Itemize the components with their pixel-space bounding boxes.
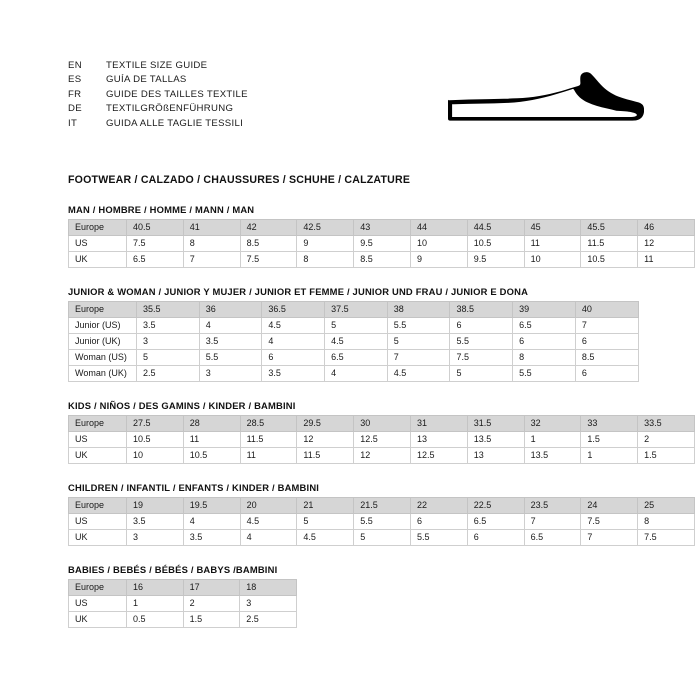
cell: 4.5 [297, 530, 354, 546]
cell: 4 [199, 318, 262, 334]
row-label: UK [69, 448, 127, 464]
cell: 4 [325, 366, 388, 382]
language-title: GUÍA DE TALLAS [106, 74, 187, 86]
cell: 18 [240, 580, 297, 596]
row-label: US [69, 514, 127, 530]
cell: 45 [524, 220, 581, 236]
table-row [69, 350, 639, 366]
page-header [68, 60, 638, 160]
cell: 7.5 [638, 530, 695, 546]
cell: 1.5 [183, 612, 240, 628]
cell: 36.5 [262, 302, 325, 318]
cell: 0.5 [127, 612, 184, 628]
cell: 1 [581, 448, 638, 464]
cell: 4.5 [325, 334, 388, 350]
cell: 4.5 [387, 366, 450, 382]
language-code: EN [68, 60, 82, 71]
cell: 23.5 [524, 498, 581, 514]
cell: 10 [524, 252, 581, 268]
cell: 7.5 [581, 514, 638, 530]
cell: 1.5 [581, 432, 638, 448]
cell: 7.5 [450, 350, 513, 366]
cell: 11 [183, 432, 240, 448]
cell: 43 [354, 220, 411, 236]
cell: 11.5 [297, 448, 354, 464]
row-label: Europe [69, 302, 137, 318]
group-junior-woman [68, 286, 638, 382]
page-title: FOOTWEAR / CALZADO / CHAUSSURES / SCHUHE / CALZATURE [68, 174, 411, 186]
cell: 2.5 [240, 612, 297, 628]
cell: 22.5 [467, 498, 524, 514]
table-row [69, 252, 695, 268]
cell: 33.5 [638, 416, 695, 432]
cell: 5.5 [450, 334, 513, 350]
cell: 5.5 [354, 514, 411, 530]
language-title: TEXTILGRÖßENFÜHRUNG [106, 103, 234, 115]
cell: 2.5 [137, 366, 200, 382]
cell: 12 [297, 432, 354, 448]
table-row [69, 498, 695, 514]
language-code: FR [68, 88, 82, 100]
cell: 11 [524, 236, 581, 252]
cell: 38.5 [450, 302, 513, 318]
cell: 13 [467, 448, 524, 464]
row-label: Junior (US) [69, 318, 137, 334]
cell: 27.5 [127, 416, 184, 432]
cell: 7 [387, 350, 450, 366]
group-babies [68, 564, 638, 628]
cell: 9 [410, 252, 467, 268]
cell: 11.5 [240, 432, 297, 448]
table-row [69, 432, 695, 448]
cell: 2 [638, 432, 695, 448]
cell: 24 [581, 498, 638, 514]
cell: 17 [183, 580, 240, 596]
cell: 42 [240, 220, 297, 236]
dress-shoe-icon [448, 72, 644, 134]
cell: 3 [127, 530, 184, 546]
size-table-junior-woman [68, 301, 639, 382]
language-row [68, 60, 248, 74]
cell: 4.5 [240, 514, 297, 530]
cell: 3 [240, 596, 297, 612]
table-row [69, 236, 695, 252]
row-label: US [69, 432, 127, 448]
cell: 3.5 [262, 366, 325, 382]
cell: 5 [137, 350, 200, 366]
row-label: US [69, 596, 127, 612]
cell: 40 [575, 302, 638, 318]
cell: 12 [638, 236, 695, 252]
cell: 12.5 [354, 432, 411, 448]
cell: 11 [638, 252, 695, 268]
cell: 10 [410, 236, 467, 252]
cell: 6 [575, 366, 638, 382]
cell: 6.5 [325, 350, 388, 366]
cell: 3.5 [127, 514, 184, 530]
cell: 13.5 [467, 432, 524, 448]
cell: 19.5 [183, 498, 240, 514]
cell: 6.5 [467, 514, 524, 530]
cell: 8 [638, 514, 695, 530]
group-title: MAN / HOMBRE / HOMME / MANN / MAN [68, 204, 255, 215]
table-row [69, 530, 695, 546]
cell: 6.5 [524, 530, 581, 546]
cell: 6 [450, 318, 513, 334]
cell: 10 [127, 448, 184, 464]
cell: 20 [240, 498, 297, 514]
cell: 2 [183, 596, 240, 612]
row-label: Woman (US) [69, 350, 137, 366]
table-row [69, 448, 695, 464]
cell: 1 [127, 596, 184, 612]
table-row [69, 416, 695, 432]
cell: 41 [183, 220, 240, 236]
table-row [69, 220, 695, 236]
cell: 1.5 [638, 448, 695, 464]
cell: 4 [262, 334, 325, 350]
cell: 5.5 [199, 350, 262, 366]
cell: 45.5 [581, 220, 638, 236]
language-code: DE [68, 103, 82, 115]
cell: 29.5 [297, 416, 354, 432]
table-row [69, 302, 639, 318]
cell: 44 [410, 220, 467, 236]
cell: 3.5 [183, 530, 240, 546]
size-table-man [68, 219, 695, 268]
cell: 31 [410, 416, 467, 432]
language-title: GUIDE DES TAILLES TEXTILE [106, 88, 248, 100]
language-code: IT [68, 117, 78, 129]
cell: 10.5 [581, 252, 638, 268]
cell: 3 [137, 334, 200, 350]
table-row [69, 596, 297, 612]
language-title-list [68, 60, 248, 132]
group-title: BABIES / BEBÉS / BÉBÉS / BABYS /BAMBINI [68, 564, 278, 575]
cell: 8.5 [354, 252, 411, 268]
cell: 7 [183, 252, 240, 268]
cell: 21.5 [354, 498, 411, 514]
cell: 10.5 [467, 236, 524, 252]
group-children [68, 482, 657, 546]
cell: 6 [467, 530, 524, 546]
table-row [69, 580, 297, 596]
language-code: ES [68, 74, 82, 86]
row-label: Europe [69, 580, 127, 596]
cell: 40.5 [127, 220, 184, 236]
cell: 3 [199, 366, 262, 382]
cell: 4 [183, 514, 240, 530]
group-title: CHILDREN / INFANTIL / ENFANTS / KINDER / BAMBINI [68, 482, 320, 493]
cell: 6.5 [513, 318, 576, 334]
cell: 1 [524, 432, 581, 448]
table-row [69, 612, 297, 628]
cell: 30 [354, 416, 411, 432]
cell: 8.5 [575, 350, 638, 366]
cell: 21 [297, 498, 354, 514]
table-row [69, 366, 639, 382]
cell: 7.5 [127, 236, 184, 252]
language-row [68, 74, 248, 88]
cell: 31.5 [467, 416, 524, 432]
cell: 4.5 [262, 318, 325, 334]
cell: 37.5 [325, 302, 388, 318]
cell: 16 [127, 580, 184, 596]
row-label: US [69, 236, 127, 252]
cell: 42.5 [297, 220, 354, 236]
language-row [68, 103, 248, 117]
cell: 5 [297, 514, 354, 530]
group-title: JUNIOR & WOMAN / JUNIOR Y MUJER / JUNIOR ET FEMME / JUNIOR UND FRAU / JUNIOR E DONA [68, 286, 529, 297]
cell: 7 [524, 514, 581, 530]
cell: 46 [638, 220, 695, 236]
size-table-babies [68, 579, 297, 628]
cell: 6 [575, 334, 638, 350]
cell: 33 [581, 416, 638, 432]
cell: 10.5 [127, 432, 184, 448]
cell: 25 [638, 498, 695, 514]
size-table-kids [68, 415, 695, 464]
cell: 38 [387, 302, 450, 318]
row-label: UK [69, 252, 127, 268]
cell: 8.5 [240, 236, 297, 252]
cell: 10.5 [183, 448, 240, 464]
cell: 6 [262, 350, 325, 366]
row-label: UK [69, 530, 127, 546]
cell: 3.5 [137, 318, 200, 334]
cell: 28.5 [240, 416, 297, 432]
cell: 35.5 [137, 302, 200, 318]
cell: 44.5 [467, 220, 524, 236]
cell: 4 [240, 530, 297, 546]
cell: 5 [325, 318, 388, 334]
language-row [68, 118, 248, 132]
cell: 12.5 [410, 448, 467, 464]
cell: 9.5 [354, 236, 411, 252]
cell: 28 [183, 416, 240, 432]
cell: 8 [183, 236, 240, 252]
row-label: UK [69, 612, 127, 628]
cell: 5 [387, 334, 450, 350]
cell: 11.5 [581, 236, 638, 252]
cell: 5.5 [513, 366, 576, 382]
row-label: Europe [69, 220, 127, 236]
language-title: GUIDA ALLE TAGLIE TESSILI [106, 117, 244, 129]
row-label: Woman (UK) [69, 366, 137, 382]
group-title: KIDS / NIÑOS / DES GAMINS / KINDER / BAMBINI [68, 400, 296, 411]
group-man [68, 204, 655, 268]
cell: 3.5 [199, 334, 262, 350]
cell: 12 [354, 448, 411, 464]
language-title: TEXTILE SIZE GUIDE [106, 60, 208, 71]
cell: 9 [297, 236, 354, 252]
cell: 8 [297, 252, 354, 268]
cell: 11 [240, 448, 297, 464]
cell: 19 [127, 498, 184, 514]
cell: 7.5 [240, 252, 297, 268]
cell: 6 [513, 334, 576, 350]
cell: 13 [410, 432, 467, 448]
language-row [68, 89, 248, 103]
cell: 22 [410, 498, 467, 514]
cell: 5.5 [387, 318, 450, 334]
cell: 39 [513, 302, 576, 318]
cell: 8 [513, 350, 576, 366]
cell: 5.5 [410, 530, 467, 546]
cell: 7 [575, 318, 638, 334]
row-label: Junior (UK) [69, 334, 137, 350]
cell: 13.5 [524, 448, 581, 464]
cell: 5 [354, 530, 411, 546]
table-row [69, 334, 639, 350]
size-table-children [68, 497, 695, 546]
cell: 32 [524, 416, 581, 432]
cell: 7 [581, 530, 638, 546]
row-label: Europe [69, 416, 127, 432]
row-label: Europe [69, 498, 127, 514]
table-row [69, 318, 639, 334]
cell: 6.5 [127, 252, 184, 268]
group-kids [68, 400, 662, 464]
cell: 9.5 [467, 252, 524, 268]
cell: 5 [450, 366, 513, 382]
table-row [69, 514, 695, 530]
cell: 6 [410, 514, 467, 530]
cell: 36 [199, 302, 262, 318]
